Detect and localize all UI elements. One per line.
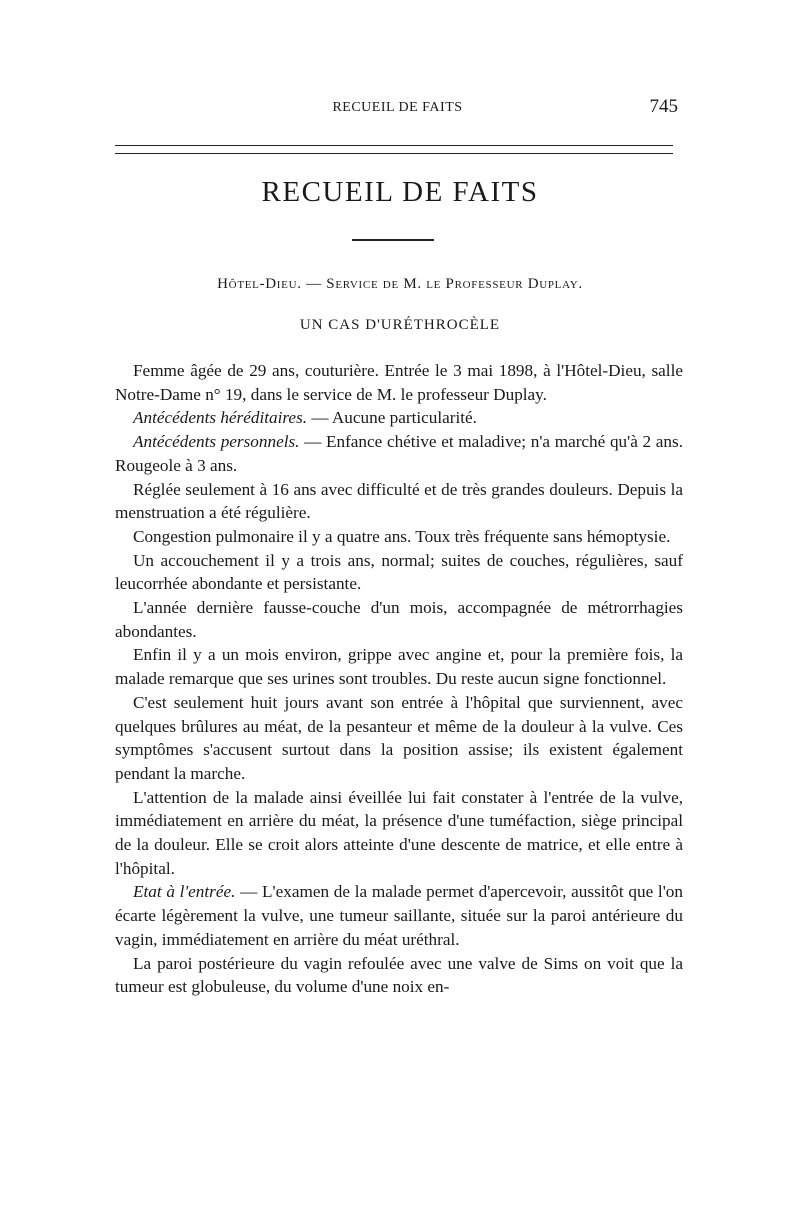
paragraph bbox=[115, 880, 683, 951]
paragraph bbox=[115, 952, 683, 999]
paragraph-text: La paroi postérieure du vagin refoulée avec une valve de Sims on voit que la tumeur est globuleuse, du volume d'une noix en- bbox=[115, 953, 683, 997]
paragraph bbox=[115, 549, 683, 596]
paragraph-text: — L'examen de la malade permet d'apercevoir, aussitôt que l'on écarte légèrement la vulve, une tumeur saillante, située sur la paroi antérieure du vagin, immédiatement en arrière du méat uréthral. bbox=[115, 882, 683, 949]
paragraph bbox=[115, 525, 683, 549]
running-title: RECUEIL DE FAITS bbox=[332, 100, 463, 115]
paragraph-text: L'année dernière fausse-couche d'un mois, accompagnée de métrorrhagies abondantes. bbox=[115, 598, 683, 641]
paragraph bbox=[115, 359, 683, 406]
paragraph-text: — Enfance chétive et maladive; n'a marché qu'à 2 ans. Rougeole à 3 ans. bbox=[115, 432, 683, 475]
paragraph-lead: Antécédents héréditaires. bbox=[133, 408, 308, 428]
page-number: 745 bbox=[649, 96, 678, 117]
paragraph-text: Un accouchement il y a trois ans, normal; suites de couches, régulières, sauf leucorrhée abondante et persistante. bbox=[115, 550, 683, 594]
running-header bbox=[115, 96, 680, 124]
paragraph-lead: Etat à l'entrée. bbox=[133, 882, 236, 902]
paragraph-lead: Antécédents personnels. bbox=[133, 432, 300, 452]
paragraph-text: Femme âgée de 29 ans, couturière. Entrée le 3 mai 1898, à l'Hôtel-Dieu, salle Notre-Dame n° 19, dans le service de M. le professeur Duplay. bbox=[115, 361, 683, 404]
section-title: RECUEIL DE FAITS bbox=[261, 176, 539, 208]
header-double-rule bbox=[115, 145, 673, 154]
article-body bbox=[115, 359, 683, 999]
paragraph-text: L'attention de la malade ainsi éveillée lui fait constater à l'entrée de la vulve, immédiatement en arrière du méat, la présence d'une tuméfaction, siège principal de la douleur. Elle se croit alors atteinte d'une descente de matrice, et elle entre à l'hôpital. bbox=[115, 787, 683, 878]
paragraph bbox=[115, 596, 683, 643]
paragraph bbox=[115, 643, 683, 690]
title-rule bbox=[352, 239, 434, 241]
paragraph-text: Congestion pulmonaire il y a quatre ans. Toux très fréquente sans hémoptysie. bbox=[133, 526, 671, 546]
paragraph-text: Enfin il y a un mois environ, grippe avec angine et, pour la première fois, la malade remarque que ses urines sont troubles. Du reste aucun signe fonctionnel. bbox=[115, 645, 683, 689]
paragraph bbox=[115, 430, 683, 477]
paragraph-text: C'est seulement huit jours avant son entrée à l'hôpital que surviennent, avec quelques brûlures au méat, de la pesanteur et même de la douleur à la vulve. Ces symptômes s'accusent surtout dans la position assise; ils existent également pendant la marche. bbox=[115, 692, 683, 783]
paragraph bbox=[115, 786, 683, 881]
case-title: UN CAS D'URÉTHROCÈLE bbox=[299, 317, 501, 333]
paragraph-text: Réglée seulement à 16 ans avec difficulté et de très grandes douleurs. Depuis la menstruation a été régulière. bbox=[115, 479, 683, 523]
paragraph bbox=[115, 691, 683, 786]
paragraph bbox=[115, 478, 683, 525]
paragraph bbox=[115, 406, 683, 430]
service-line: Hôtel-Dieu. — Service de M. le Professeur Duplay. bbox=[217, 276, 583, 292]
paragraph-text: — Aucune particularité. bbox=[307, 408, 477, 428]
